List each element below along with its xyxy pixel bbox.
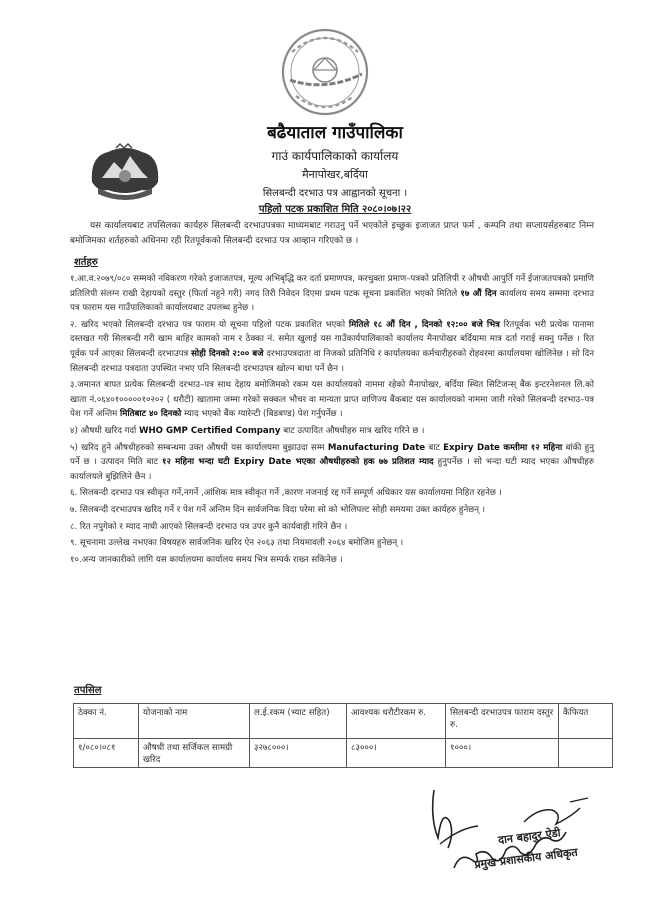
cell-remarks (559, 739, 613, 768)
col-deposit: आवश्यक धरौटीरकम रु. (347, 704, 446, 739)
cell-deposit: ८३०००। (347, 739, 446, 768)
condition-8: ८. रित नपुगेको र म्याद नाघी आएको सिलबन्दी दरभाउ पत्र उपर कुनै कार्यवाही गरिने छैन । (70, 521, 348, 532)
col-estimate: ल.ई.रकम (भ्याट सहित) (250, 704, 347, 739)
signatory-designation: प्रमुख प्रशासकीय अधिकृत (473, 845, 579, 872)
condition-10: १०.अन्य जानकारीको लागि यस कार्यालयमा कार्यालय समय भित्र सम्पर्क राख्न सकिनेछ । (70, 554, 343, 565)
office-address: मैनापोखर,बर्दिया (302, 168, 368, 181)
schedule-table (73, 703, 613, 768)
cell-contract-no: १/०८०।०८१ (74, 739, 139, 768)
condition-9: ९. सूचनामा उल्लेख नभएका विषयहरु सार्वजनिक खरिद ऐन २०६३ तथा नियमावली २०६४ बमोजिम हुनेछन् । (70, 538, 404, 549)
table-row (74, 739, 613, 768)
signatory-name: दान बहादुर ऐडी (497, 826, 562, 847)
conditions-list (70, 272, 594, 569)
notice-title: सिलबन्दी दरभाउ पत्र आह्वानको सूचना । (262, 188, 408, 199)
cell-form-fee: १०००। (446, 739, 559, 768)
conditions-heading: शर्तहरु (74, 257, 98, 268)
cell-estimate: ३२७८०००। (250, 739, 347, 768)
col-project-name: योजनाको नाम (139, 704, 250, 739)
col-contract-no: ठेक्का नं. (74, 704, 139, 739)
office-name: गाउं कार्यपालिकाको कार्यालय (271, 149, 399, 163)
government-emblem-icon (86, 142, 164, 206)
condition-1: १.आ.व.२०७९/०८० सम्मको नविकरण गरेको इजाजतपत्र, मूल्य अभिबृद्धि कर दर्ता प्रमाणपत्र, करचुक्ता प्रमाण–पत्रको प्रतिलिपी र औषधी आपुर्ति गर्ने ईजाजतपत्रको प्रमाणि प्रतिलिपी संलग्न राखी देहायको दस्तुर (फिर्ता नहुने गरी) नगद तिरी निवेदन दिएमा प्रथम पटक सूचना प्रकाशित भएको मितिले १७ औं दिन कार्यालय समय सम्ममा दरभाउ पत्र फाराम यस गाउँपालिकाको कार्यालयबाट उपलब्ध हुनेछ । (70, 274, 594, 314)
col-remarks: कैफियत (559, 704, 613, 739)
col-form-fee: सिलबन्दी दरभाउपत्र फाराम दस्तुर रु. (446, 704, 559, 739)
condition-4: ४) औषधी खरिद गर्दा WHO GMP Certified Company बाट उत्पादित औषधीहरु मात्र खरिद गरिने छ । (70, 425, 425, 436)
publish-date: पहिलो पटक प्रकाशित मिति २०८०।०७।२२ (258, 204, 412, 215)
condition-3: ३.जमानत बापत प्रत्येक सिलबन्दी दरभाउ–पत्र साथ देहाय बमोजिमको रकम यस कार्यालयको नाममा रहेको मैनापोखर, बर्दिया स्थित सिटिजन्स् बैंक इन्टरनेशनल लि.को खाता नं.०६४०१०००००१०२०२ ( धरौटी) खातामा जम्मा गरेको सक्कल भौचर वा मान्यता प्राप्त वाणिज्य बैंकबाट यस कार्यालयको नाममा जारी गरेको सिलबन्दी दरभाउ–पत्र पेश गर्ने अन्तिम मितिबाट ४० दिनको म्याद भएको बैंक ग्यारेन्टी (बिडबण्ड) पेश गर्नुपर्नेछ । (70, 380, 594, 420)
schedule-heading: तपसिल (74, 685, 102, 696)
cell-project-name: औषधी तथा सर्जिकल सामग्री खरिद (139, 739, 250, 768)
condition-6: ६. सिलबन्दी दरभाउ पत्र स्वीकृत गर्ने,नगर्ने ,आंशिक मात्र स्वीकृत गर्ने ,कारण नजनाई रद्द गर्ने सम्पूर्ण अधिकार यस कार्यालयमा निहित रहनेछ । (70, 488, 502, 499)
org-name: बढैयाताल गाउँपालिका (267, 123, 403, 143)
condition-5: ५) खरिद हुने औषधीहरुको सम्बन्धमा उक्त औषधी यस कार्यालयमा बुझाउदा सम्म Manufacturing Date बाट Expiry Date कम्तीमा १२ महिना बांकी हुनु पर्ने छ । उत्पादन मिति बाट १२ महिना भन्दा घटी Expiry Date भएका औषधीहरुको हक ७७ प्रतिशत म्याद हुनुपर्नेछ । सो भन्दा घटी म्याद भएका औषधीहरु कार्यालयले बुझिलिने छैन । (70, 442, 595, 482)
office-stamp-icon (272, 22, 378, 120)
condition-2: २. खरिद भएको सिलबन्दी दरभाउ पत्र फाराम यो सूचना पहिलो पटक प्रकाशित भएको मितिले १८ औं दिन , दिनको १२:०० बजे भित्र रितपूर्वक भरी प्रत्येक पानामा दस्तखत गरी सिलबन्दी गरी खाम बाहिर कामको नाम र ठेक्का नं. समेत खुलाई यस गाउँकार्यपालिकाको कार्यालय मैनापोखर बर्दियामा मात्र दर्ता गराई सक्नु पर्नेछ । रित पूर्वक पर्न आएका सिलबन्दी दरभाउपत्र सोही दिनको २:०० बजे दरभाउपत्रदाता वा निजको प्रतिनिधि र कार्यालयका कर्मचारीहरुको रोहवरमा कार्यालयमा खोलिनेछ । सो दिन सिलबन्दी दरभाउ पत्रदाता उपस्थित नभए पनि सिलबन्दी दरभाउपत्र खोल्न बाधा पर्ने छैन । (70, 319, 595, 374)
table-header-row (74, 704, 613, 739)
condition-7: ७. सिलबन्दी दरभाउपत्र खरिद गर्ने र पेश गर्ने अन्तिम दिन सार्वजनिक विदा परेमा सो को भोलिपल्ट सोही समयमा उक्त कार्यहरु हुनेछन् । (70, 504, 485, 515)
intro-paragraph: यस कार्यालयबाट तपसिलका कार्यहरु सिलबन्दी दरभाउपत्रका माध्यमबाट गराउनु पर्ने भएकोले इच्छुक इजाजत प्राप्त फर्म , कम्पनि तथा सप्लायर्सहरुबाट निम्न बमोजिमका शर्तहरुको अधिनमा रही रितपूर्वकको सिलबन्दी दरभाउ पत्र आव्हान गरिएको छ । (70, 221, 594, 246)
